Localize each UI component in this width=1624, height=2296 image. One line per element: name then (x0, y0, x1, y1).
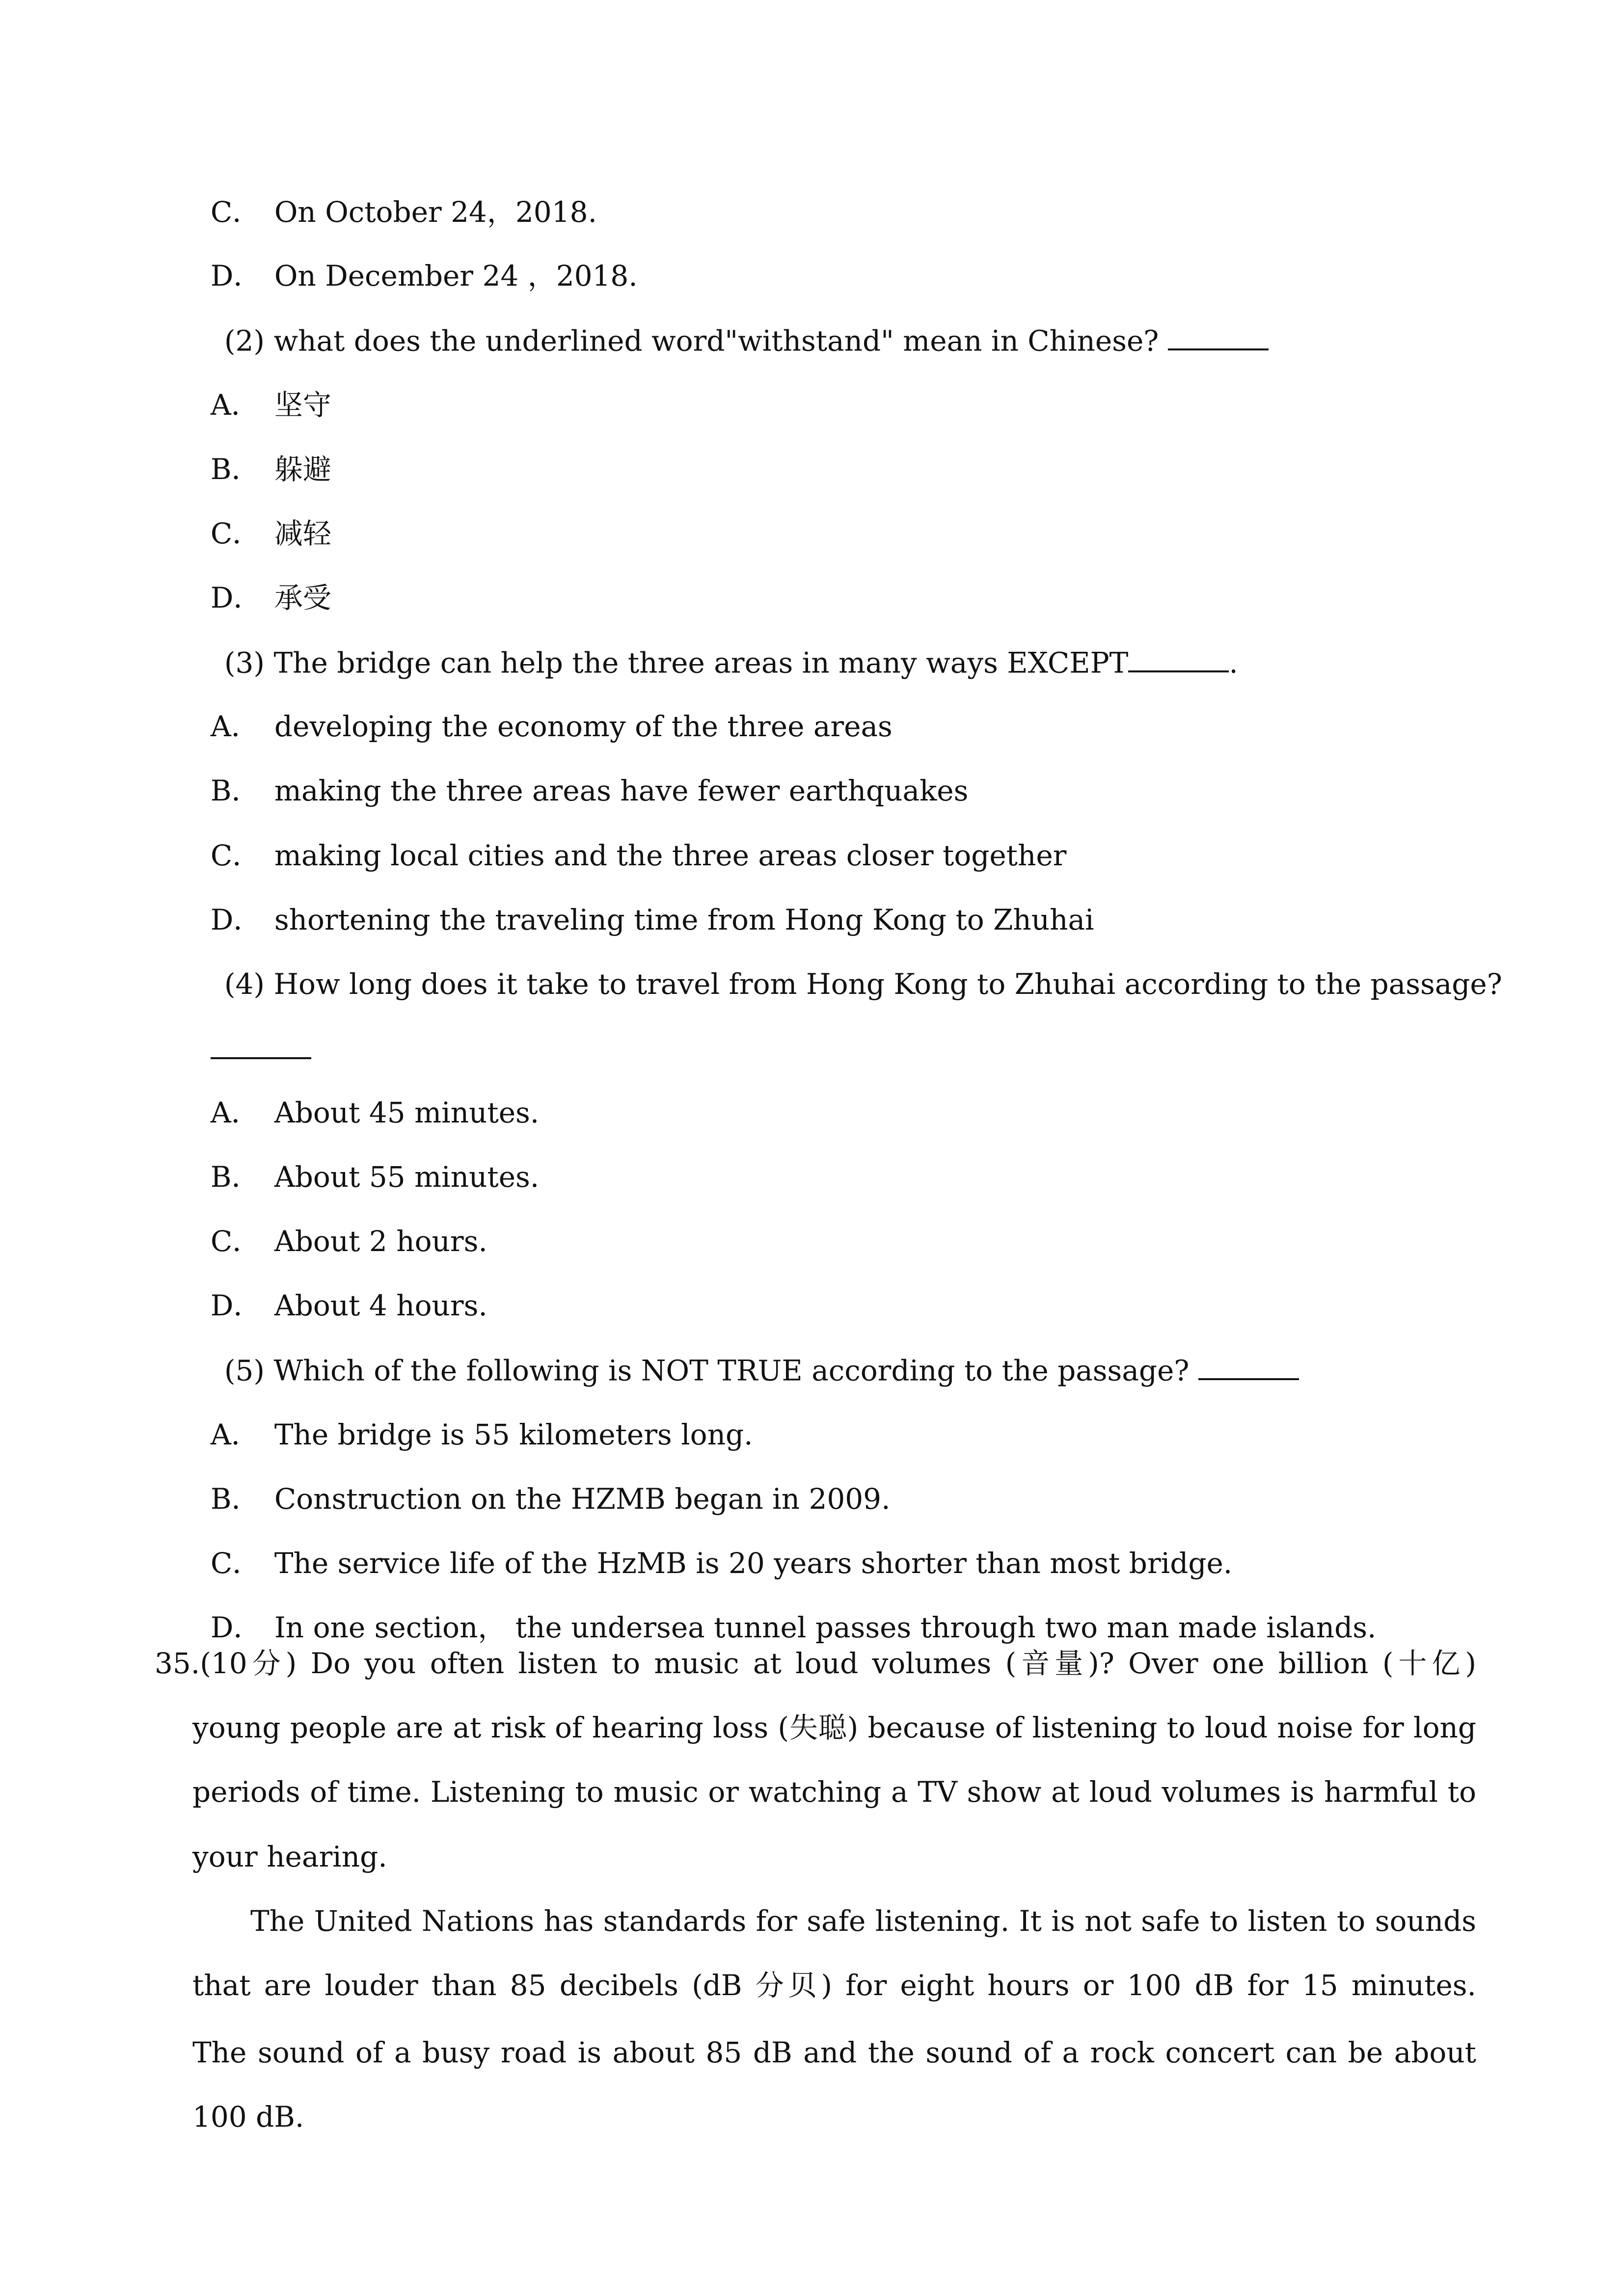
option-text: making the three areas have fewer earthquakes (274, 774, 969, 807)
question-4-stem (206, 941, 1502, 1001)
passage-line: periods of time. Listening to music or watching a TV show at loud volumes is harmful to (192, 1775, 1476, 1809)
option-text: In one section， the undersea tunnel passes through two man made islands. (274, 1611, 1377, 1644)
option-a (192, 1392, 753, 1449)
option-tag: A． (210, 388, 260, 422)
passage-line: young people are at risk of hearing loss (失聪) because of listening to loud noise for long (192, 1711, 1476, 1744)
option-d (192, 1263, 487, 1320)
option-d (192, 233, 638, 293)
passage-line: 35.(10分) Do you often listen to music at loud volumes (音量)? Over one billion (十亿) (155, 1647, 1476, 1680)
option-d (192, 877, 1094, 934)
question-text: (3) The bridge can help the three areas in many ways EXCEPT (224, 646, 1129, 680)
passage-line: The United Nations has standards for safe listening. It is not safe to listen to sounds (250, 1904, 1476, 1938)
option-c (192, 169, 597, 229)
passage-line: The sound of a busy road is about 85 dB and the sound of a rock concert can be about (192, 2036, 1476, 2069)
option-tag: D． (210, 581, 262, 614)
option-c (192, 491, 331, 548)
answer-blank (1128, 648, 1229, 672)
option-text: 躲避 (274, 453, 331, 486)
option-text: About 45 minutes. (274, 1096, 540, 1129)
question-text: (4) How long does it take to travel from Hong Kong to Zhuhai according to the passage? (224, 967, 1502, 1001)
option-b (192, 427, 331, 486)
option-text: developing the economy of the three areas (274, 710, 893, 743)
question-3-stem (206, 619, 1238, 680)
option-tag: B． (210, 774, 260, 807)
answer-blank (1168, 326, 1269, 350)
option-a (192, 684, 893, 741)
option-text: On December 24 ，2018. (274, 259, 638, 293)
option-text: The service life of the HzMB is 20 years shorter than most bridge. (274, 1547, 1233, 1580)
option-tag: A． (210, 1096, 260, 1129)
option-tag: B． (210, 453, 260, 486)
option-tag: C． (210, 839, 261, 872)
option-text: 减轻 (274, 517, 331, 550)
passage-line: that are louder than 85 decibels (dB 分贝) for eight hours or 100 dB for 15 minutes. (192, 1969, 1476, 2002)
option-tag: B． (210, 1482, 260, 1516)
answer-blank (1198, 1356, 1299, 1380)
option-text: Construction on the HZMB began in 2009. (274, 1482, 891, 1516)
option-b (192, 1134, 540, 1194)
option-tag: C． (210, 1225, 261, 1258)
option-c (192, 813, 1066, 870)
option-text: shortening the traveling time from Hong Kong to Zhuhai (274, 903, 1094, 936)
passage-line: 100 dB. (192, 2100, 304, 2134)
option-a (192, 362, 331, 422)
option-tag: C． (210, 195, 261, 229)
option-a (192, 1070, 539, 1127)
option-b (192, 1456, 891, 1516)
option-tag: B． (210, 1160, 260, 1194)
passage-line: your hearing. (192, 1840, 387, 1873)
question-text: (5) Which of the following is NOT TRUE according to the passage? (224, 1354, 1198, 1388)
option-b (192, 748, 968, 805)
question-5-stem (206, 1327, 1299, 1388)
option-tag: D． (210, 903, 262, 936)
option-text: On October 24，2018. (274, 195, 597, 229)
question-text: (2) what does the underlined word"withstand" mean in Chinese? (224, 324, 1168, 358)
option-text: making local cities and the three areas closer together (274, 839, 1067, 872)
option-text: About 55 minutes. (274, 1160, 540, 1194)
option-tag: A． (210, 710, 260, 743)
option-tag: D． (210, 1611, 262, 1644)
question-2-stem (206, 297, 1269, 358)
option-text: About 2 hours. (274, 1225, 487, 1258)
question-4-blank-line (192, 1006, 311, 1064)
option-d (192, 1585, 1376, 1642)
option-tag: C． (210, 1547, 261, 1580)
option-c (192, 1199, 487, 1258)
option-text: 坚守 (274, 388, 331, 422)
option-d (192, 555, 331, 612)
option-c (192, 1521, 1233, 1580)
option-text: About 4 hours. (274, 1289, 487, 1322)
option-tag: D． (210, 1289, 262, 1322)
option-text: 承受 (274, 581, 331, 614)
option-tag: D． (210, 259, 262, 293)
option-text: The bridge is 55 kilometers long. (274, 1418, 753, 1451)
option-tag: A． (210, 1418, 260, 1451)
question-end: . (1229, 646, 1238, 680)
option-tag: C． (210, 517, 261, 550)
answer-blank (211, 1035, 311, 1059)
